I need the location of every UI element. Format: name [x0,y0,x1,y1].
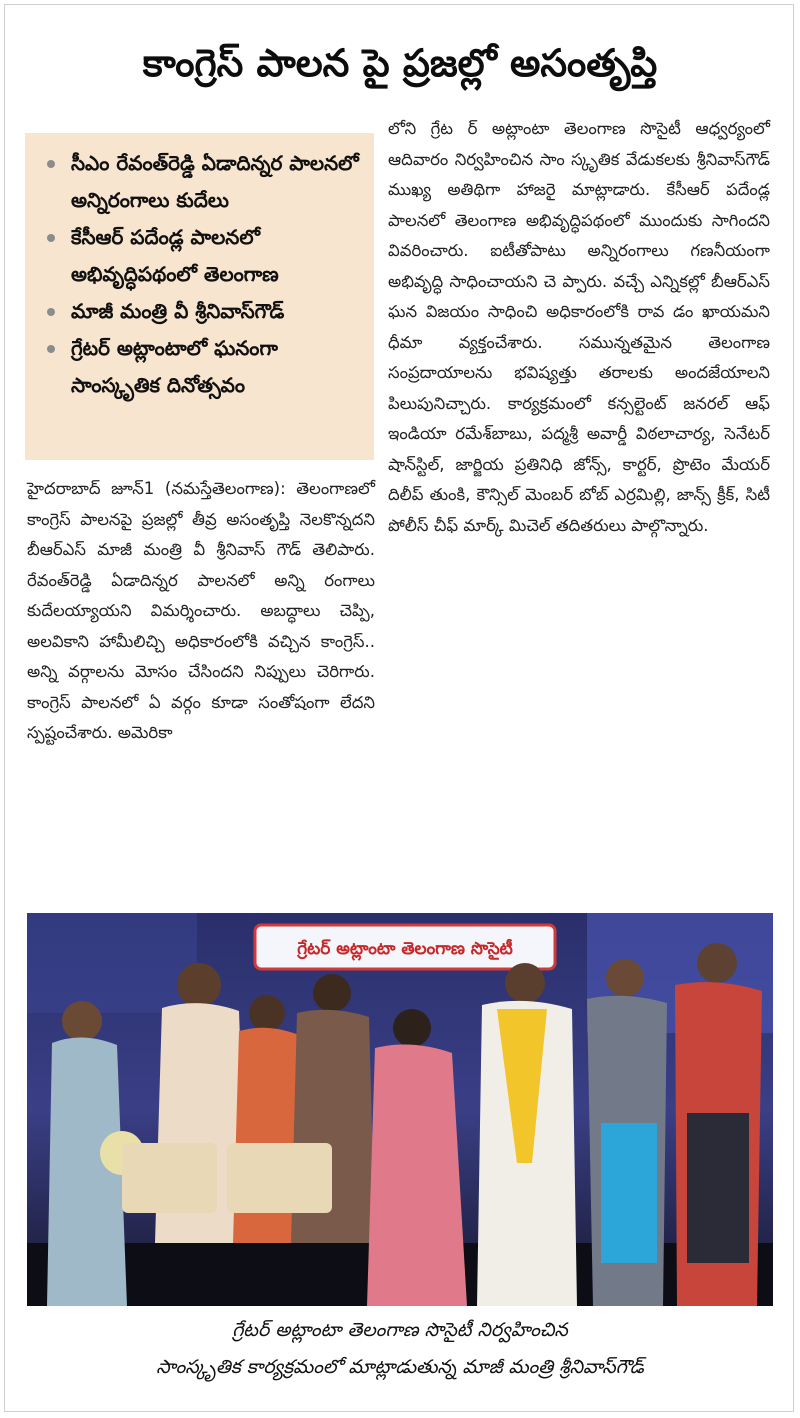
highlight-item: మాజీ మంత్రి వీ శ్రీనివాస్‌గౌడ్ [45,293,362,330]
article-headline: కాంగ్రెస్ పాలన పై ప్రజల్లో అసంతృప్తి [142,41,658,85]
highlight-item: సీఎం రేవంత్‌రెడ్డి ఏడాదిన్నర పాలనలో అన్నిరంగాలు కుదేలు [45,145,362,219]
caption-line-2: సాంస్కృతిక కార్యక్రమంలో మాట్లాడుతున్న మాజీ మంత్రి శ్రీనివాస్‌గౌడ్ [156,1356,644,1378]
photo-caption [20,1312,780,1386]
caption-line-1: గ్రేటర్ అట్లాంటా తెలంగాణ సొసైటీ నిర్వహించిన [232,1319,568,1341]
bullet-icon [47,160,55,168]
body-text-right-column: లోని గ్రేట ర్ అట్లాంటా తెలంగాణ సొసైటీ ఆధ్వర్యంలో ఆదివారం నిర్వహించిన సాం స్కృతిక వేడుకలకు శ్రీనివాస్‌గౌడ్ ముఖ్య అతిథిగా హాజరై మాట్లాడారు. కేసీఆర్ పదేండ్ల పాలనలో తెలంగాణ అభివృద్ధిపథంలో ముందుకు సాగిందని వివరించారు. ఐటీతోపాటు అన్నిరంగాలు గణనీయంగా అభివృద్ధి సాధించాయని చె ప్పారు. వచ్చే ఎన్నికల్లో బీఆర్‌ఎస్ ఘన విజయం సాధించి అధికారంలోకి రావ డం ఖాయమని ధీమా వ్యక్తంచేశారు. సమున్నతమైన తెలంగాణ సంప్రదాయాలను భవిష్యత్తు తరాలకు అందజేయాలని పిలుపునిచ్చారు. కార్యక్రమంలో కన్సల్టెంట్ జనరల్ ఆఫ్ ఇండియా రమేశ్‌బాబు, పద్మశ్రీ అవార్డీ విఠలాచార్య, సెనేటర్ షాన్‌స్టిల్, జార్జియ ప్రతినిధి జోన్స్, కార్టర్, ప్రొటెం మేయర్ దిలీప్ తుంకి, కౌన్సిల్ మెంబర్ బోబ్ ఎర్రమిల్లి, జాన్స్ క్రీక్, సిటీ పోలీస్ చీఫ్ మార్క్ మిచెల్ తదితరులు పాల్గొన్నారు. [388,119,770,535]
bullet-icon [47,345,55,353]
stage-banner-text: గ్రేటర్ అట్లాంటా తెలంగాణ సొసైటీ [297,939,513,959]
highlights-list [45,145,362,404]
body-text-left-column: హైదరాబాద్ జూన్1 (నమస్తేతెలంగాణ): తెలంగాణలో కాంగ్రెస్ పాలనపై ప్రజల్లో తీవ్ర అసంతృప్తి నెలకొన్నదని బీఆర్‌ఎస్ మాజీ మంత్రి వీ శ్రీనివాస్ గౌడ్ తెలిపారు. రేవంత్‌రెడ్డి ఏడాదిన్నర పాలనలో అన్ని రంగాలు కుదేలయ్యాయని విమర్శించారు. అబద్ధాలు చెప్పి, అలవికాని హామీలిచ్చి అధికారంలోకి వచ్చిన కాంగ్రెస్.. అన్ని వర్గాలను మోసం చేసిందని నిప్పులు చెరిగారు. కాంగ్రెస్ పాలనలో ఏ వర్గం కూడా సంతోషంగా లేదని స్పష్టంచేశారు. అమెరికా [27,479,375,742]
highlight-item: కేసీఆర్ పదేండ్ల పాలనలో అభివృద్ధిపథంలో తెలంగాణ [45,219,362,293]
bullet-icon [47,308,55,316]
event-photo [27,913,773,1306]
stage-banner [255,925,555,969]
event-photo-illustration [27,913,773,1306]
highlight-item: గ్రేటర్ అట్లాంటాలో ఘనంగా సాంస్కృతిక దినోత్సవం [45,330,362,404]
bullet-icon [47,234,55,242]
highlights-box [25,133,374,460]
